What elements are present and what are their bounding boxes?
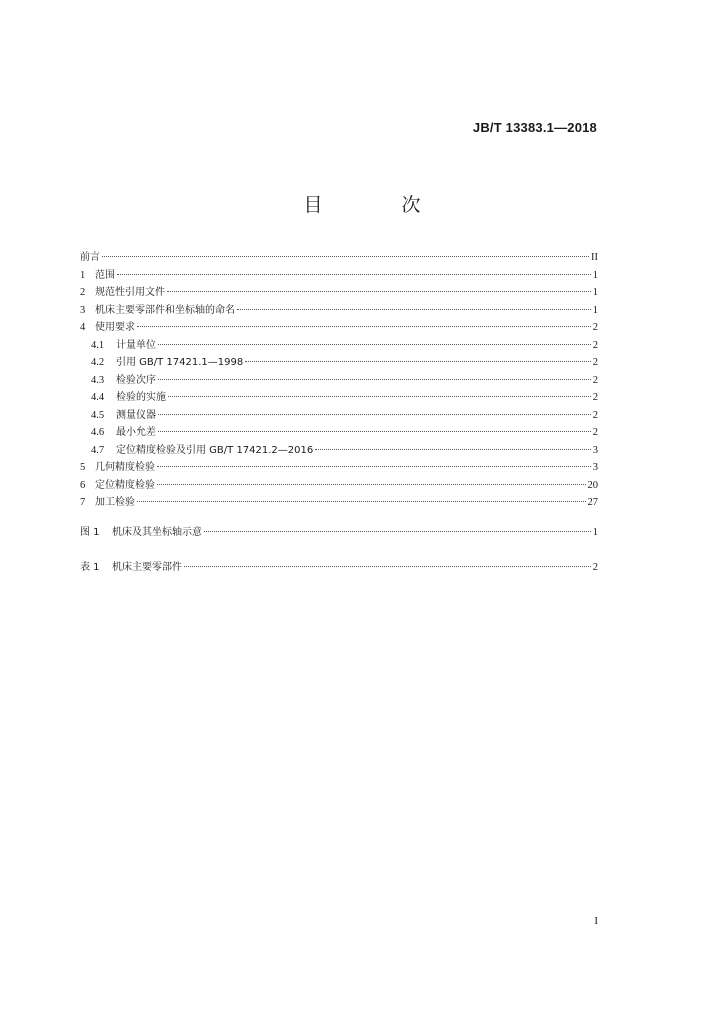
toc-entry[interactable] <box>80 442 598 460</box>
list-of-figures <box>80 524 598 542</box>
page-title: 目 次 <box>303 194 451 216</box>
toc-entry-page: II <box>591 252 598 263</box>
toc-leader-dots <box>237 309 591 310</box>
toc-entry[interactable] <box>80 267 598 285</box>
toc-entry-page: 2 <box>592 427 598 438</box>
toc-entry[interactable] <box>80 494 598 512</box>
toc-entry-label: 定位精度检验及引用 GB/T 17421.2—2016 <box>116 444 314 456</box>
toc-entry-page: 1 <box>592 269 598 281</box>
toc-entry-number: 5 <box>80 462 86 473</box>
toc-leader-dots <box>168 396 591 397</box>
toc-leader-dots <box>158 414 591 415</box>
toc-entry-label: 测量仪器 <box>116 409 156 421</box>
table-entry-page: 2 <box>592 562 598 573</box>
toc-entry-number: 4.3 <box>91 374 105 386</box>
toc-entry-page: 2 <box>592 374 598 386</box>
table-entry[interactable] <box>80 559 598 577</box>
toc-entry-number: 7 <box>80 497 86 508</box>
toc-entry-page: 2 <box>592 339 598 351</box>
toc-entry[interactable] <box>80 302 598 320</box>
toc-entry-page: 2 <box>592 392 598 403</box>
toc-entry-number: 6 <box>80 479 86 491</box>
toc-entry-label: 定位精度检验 <box>95 479 155 491</box>
table-of-contents <box>80 249 598 512</box>
toc-entry[interactable] <box>80 459 598 477</box>
toc-entry-page: 3 <box>592 462 598 473</box>
toc-entry-page: 2 <box>592 409 598 421</box>
toc-entry-number: 4.2 <box>91 357 105 368</box>
toc-leader-dots <box>158 344 591 345</box>
toc-entry-page: 2 <box>592 322 598 333</box>
toc-entry-number: 1 <box>80 269 86 281</box>
list-of-tables <box>80 559 598 577</box>
toc-leader-dots <box>158 379 591 380</box>
toc-entry-page: 20 <box>587 479 598 491</box>
toc-entry-label: 范围 <box>95 269 115 281</box>
toc-entry-number: 2 <box>80 287 86 298</box>
toc-entry-label: 使用要求 <box>95 322 135 333</box>
figure-entry-page: 1 <box>592 527 598 538</box>
table-entry-number: 表 1 <box>80 562 100 573</box>
toc-entry-number: 4 <box>80 322 86 333</box>
toc-entry-label: 加工检验 <box>95 497 135 508</box>
toc-entry[interactable] <box>80 477 598 495</box>
toc-entry[interactable] <box>80 249 598 267</box>
figure-entry-label: 机床及其坐标轴示意 <box>112 527 202 538</box>
table-entry-label: 机床主要零部件 <box>112 562 182 573</box>
toc-leader-dots <box>245 361 591 362</box>
toc-entry-page: 1 <box>592 304 598 316</box>
toc-entry[interactable] <box>80 284 598 302</box>
figure-entry[interactable] <box>80 524 598 542</box>
toc-entry-label: 计量单位 <box>116 339 156 351</box>
toc-entry[interactable] <box>80 354 598 372</box>
toc-leader-dots <box>315 449 591 450</box>
toc-leader-dots <box>157 484 586 485</box>
toc-entry-label: 最小允差 <box>116 427 156 438</box>
page-number: I <box>594 915 598 927</box>
toc-entry-label: 机床主要零部件和坐标轴的命名 <box>95 304 235 316</box>
standard-number: JB/T 13383.1—2018 <box>472 120 597 135</box>
toc-leader-dots <box>117 274 591 275</box>
toc-entry-label: 引用 GB/T 17421.1—1998 <box>116 357 244 368</box>
toc-entry[interactable] <box>80 372 598 390</box>
toc-entry-label: 几何精度检验 <box>95 462 155 473</box>
toc-entry-label: 规范性引用文件 <box>95 287 165 298</box>
toc-entry-number: 4.7 <box>91 444 105 456</box>
toc-entry[interactable] <box>80 389 598 407</box>
toc-leader-dots <box>137 326 591 327</box>
toc-entry-page: 2 <box>592 357 598 368</box>
toc-leader-dots <box>137 501 586 502</box>
toc-entry-page: 27 <box>587 497 598 508</box>
toc-entry-label: 前言 <box>80 252 100 263</box>
toc-leader-dots <box>157 466 591 467</box>
toc-entry[interactable] <box>80 319 598 337</box>
toc-entry-page: 3 <box>592 444 598 456</box>
toc-entry-number: 3 <box>80 304 86 316</box>
toc-entry[interactable] <box>80 424 598 442</box>
toc-leader-dots <box>167 291 591 292</box>
toc-entry-page: 1 <box>592 287 598 298</box>
toc-entry[interactable] <box>80 407 598 425</box>
toc-entry-label: 检验的实施 <box>116 392 166 403</box>
toc-entry-number: 4.6 <box>91 427 105 438</box>
toc-leader-dots <box>102 256 589 257</box>
figure-entry-number: 图 1 <box>80 527 100 538</box>
toc-entry-number: 4.1 <box>91 339 105 351</box>
toc-leader-dots <box>204 531 591 532</box>
toc-entry-number: 4.5 <box>91 409 105 421</box>
toc-entry-number: 4.4 <box>91 392 105 403</box>
toc-entry[interactable] <box>80 337 598 355</box>
toc-leader-dots <box>184 566 591 567</box>
toc-entry-label: 检验次序 <box>116 374 156 386</box>
toc-leader-dots <box>158 431 591 432</box>
